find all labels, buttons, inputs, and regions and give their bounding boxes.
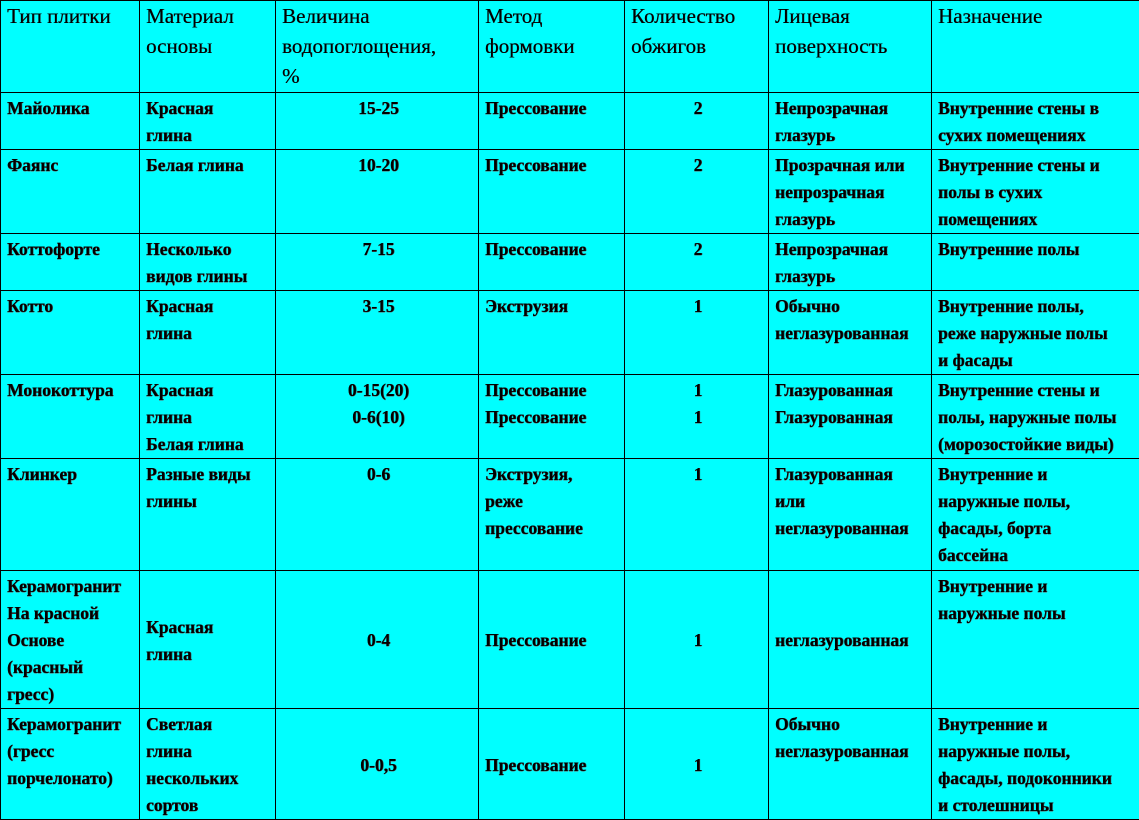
cell-water-absorption: 0-4	[276, 571, 479, 709]
cell-tile-type: Керамогранит (гресс порчелонато)	[1, 709, 140, 820]
cell-base-material: Красная глина	[140, 291, 276, 375]
cell-base-material: Белая глина	[140, 150, 276, 234]
cell-firing-count: 1	[625, 459, 769, 571]
cell-purpose: Внутренние и наружные полы, фасады, борта бассейна	[932, 459, 1139, 571]
cell-tile-type: Клинкер	[1, 459, 140, 571]
cell-firing-count: 2	[625, 234, 769, 291]
cell-firing-count: 2	[625, 93, 769, 150]
cell-firing-count: 1	[625, 291, 769, 375]
cell-face-surface: Прозрачная или непрозрачная глазурь	[769, 150, 932, 234]
cell-firing-count: 2	[625, 150, 769, 234]
table-row	[1, 571, 1139, 709]
table-row	[1, 234, 1139, 291]
cell-tile-type: Коттофорте	[1, 234, 140, 291]
cell-tile-type: Майолика	[1, 93, 140, 150]
cell-water-absorption: 0-6	[276, 459, 479, 571]
cell-water-absorption: 0-0,5	[276, 709, 479, 820]
cell-firing-count: 1	[625, 571, 769, 709]
cell-base-material: Разные виды глины	[140, 459, 276, 571]
header-tile-type: Тип плитки	[1, 1, 140, 93]
cell-forming-method: Прессование	[479, 150, 625, 234]
cell-forming-method: Экструзия, реже прессование	[479, 459, 625, 571]
cell-purpose: Внутренние и наружные полы	[932, 571, 1139, 709]
cell-water-absorption: 3-15	[276, 291, 479, 375]
cell-forming-method: Экструзия	[479, 291, 625, 375]
cell-face-surface: неглазурованная	[769, 571, 932, 709]
cell-purpose: Внутренние стены в сухих помещениях	[932, 93, 1139, 150]
table-row	[1, 375, 1139, 459]
cell-face-surface: Непрозрачная глазурь	[769, 93, 932, 150]
table-row	[1, 150, 1139, 234]
cell-purpose: Внутренние и наружные полы, фасады, подоконники и столешницы	[932, 709, 1139, 820]
cell-water-absorption: 7-15	[276, 234, 479, 291]
cell-base-material: Красная глина	[140, 571, 276, 709]
header-firing-count: Количество обжигов	[625, 1, 769, 93]
table-row	[1, 459, 1139, 571]
cell-base-material: Несколько видов глины	[140, 234, 276, 291]
cell-forming-method: Прессование	[479, 234, 625, 291]
cell-water-absorption: 0-15(20) 0-6(10)	[276, 375, 479, 459]
cell-purpose: Внутренние полы	[932, 234, 1139, 291]
cell-base-material: Красная глина	[140, 93, 276, 150]
cell-forming-method: Прессование	[479, 709, 625, 820]
header-purpose: Назначение	[932, 1, 1139, 93]
table-row	[1, 709, 1139, 820]
cell-purpose: Внутренние стены и полы в сухих помещениях	[932, 150, 1139, 234]
cell-tile-type: Котто	[1, 291, 140, 375]
cell-forming-method: Прессование Прессование	[479, 375, 625, 459]
header-water-absorption: Величина водопоглощения, %	[276, 1, 479, 93]
cell-tile-type: Монокоттура	[1, 375, 140, 459]
cell-face-surface: Непрозрачная глазурь	[769, 234, 932, 291]
cell-face-surface: Обычно неглазурованная	[769, 291, 932, 375]
header-face-surface: Лицевая поверхность	[769, 1, 932, 93]
cell-purpose: Внутренние полы, реже наружные полы и фасады	[932, 291, 1139, 375]
cell-base-material: Светлая глина нескольких сортов	[140, 709, 276, 820]
header-row	[1, 1, 1139, 93]
cell-firing-count: 1	[625, 709, 769, 820]
cell-tile-type: Керамогранит На красной Основе (красный гресс)	[1, 571, 140, 709]
header-forming-method: Метод формовки	[479, 1, 625, 93]
cell-water-absorption: 15-25	[276, 93, 479, 150]
cell-firing-count: 1 1	[625, 375, 769, 459]
cell-purpose: Внутренние стены и полы, наружные полы (морозостойкие виды)	[932, 375, 1139, 459]
cell-face-surface: Глазурованная или неглазурованная	[769, 459, 932, 571]
cell-face-surface: Глазурованная Глазурованная	[769, 375, 932, 459]
table-row	[1, 93, 1139, 150]
cell-water-absorption: 10-20	[276, 150, 479, 234]
cell-base-material: Красная глина Белая глина	[140, 375, 276, 459]
table-row	[1, 291, 1139, 375]
cell-face-surface: Обычно неглазурованная	[769, 709, 932, 820]
cell-forming-method: Прессование	[479, 93, 625, 150]
cell-forming-method: Прессование	[479, 571, 625, 709]
cell-tile-type: Фаянс	[1, 150, 140, 234]
header-base-material: Материал основы	[140, 1, 276, 93]
